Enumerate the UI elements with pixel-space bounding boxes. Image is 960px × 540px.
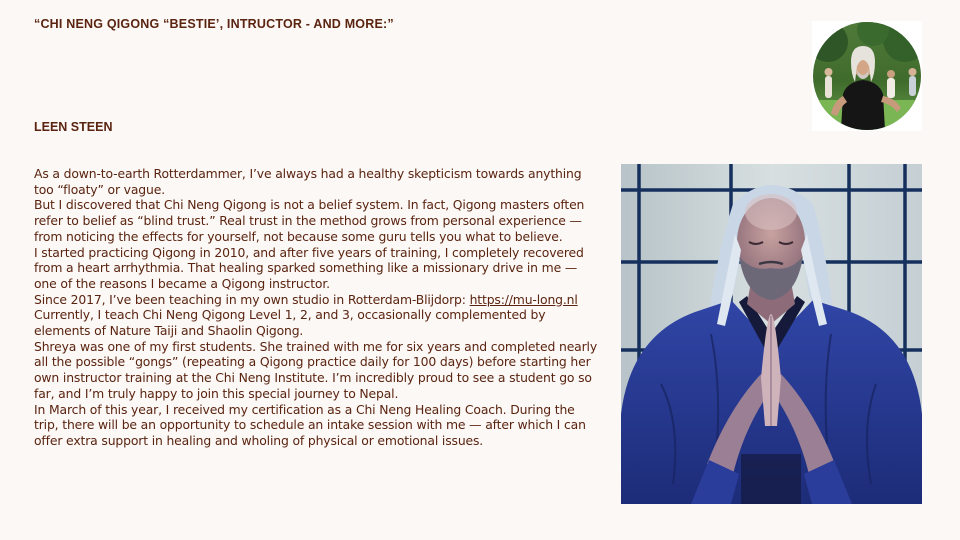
avatar: [813, 22, 921, 130]
portrait-illustration: [621, 164, 922, 504]
bio-paragraph-3: I started practicing Qigong in 2010, and after five years of training, I completely recovered from a heart arrhythmia. That healing sparked something like a missionary drive in me — one of the reasons I became a Qigong instructor.: [34, 244, 584, 291]
bio-paragraph-1: As a down-to-earth Rotterdammer, I’ve always had a healthy skepticism towards anything too “floaty” or vague.: [34, 166, 582, 197]
bio-paragraph-4: [34, 292, 602, 308]
slide-heading: “CHI NENG QIGONG “BESTIE’, INTRUCTOR - AND MORE:”: [34, 17, 394, 31]
bio-paragraph-4-text: Since 2017, I’ve been teaching in my own studio in Rotterdam-Blijdorp:: [34, 291, 470, 307]
bio-paragraph-2: But I discovered that Chi Neng Qigong is not a belief system. In fact, Qigong masters often refer to belief as “blind trust.” Real trust in the method grows from personal experience — from noticing the effects for yourself, not because some guru tells you what to believe.: [34, 197, 585, 244]
bio-paragraph-5: Currently, I teach Chi Neng Qigong Level 1, 2, and 3, occasionally complemented by elements of Nature Taiji and Shaolin Qigong.: [34, 307, 546, 339]
bio-text: [34, 166, 602, 449]
avatar-illustration: [813, 22, 921, 130]
studio-website-link[interactable]: https://mu-long.nl: [469, 291, 578, 307]
portrait-photo: [621, 164, 922, 504]
bio-paragraph-6: Shreya was one of my first students. She trained with me for six years and completed nearly all the possible “gongs” (repeating a Qigong practice daily for 100 days) before starting her own instructor training at the Chi Neng Institute. I’m incredibly proud to see a student go so far, and I’m truly happy to join this special journey to Nepal.: [34, 338, 598, 401]
avatar-photo: [812, 21, 922, 131]
person-name: LEEN STEEN: [34, 120, 113, 134]
bio-paragraph-7: In March of this year, I received my certification as a Chi Neng Healing Coach. During the trip, there will be an opportunity to schedule an intake session with me — after which I can offer extra support in healing and wholing of physical or emotional issues.: [34, 401, 586, 448]
